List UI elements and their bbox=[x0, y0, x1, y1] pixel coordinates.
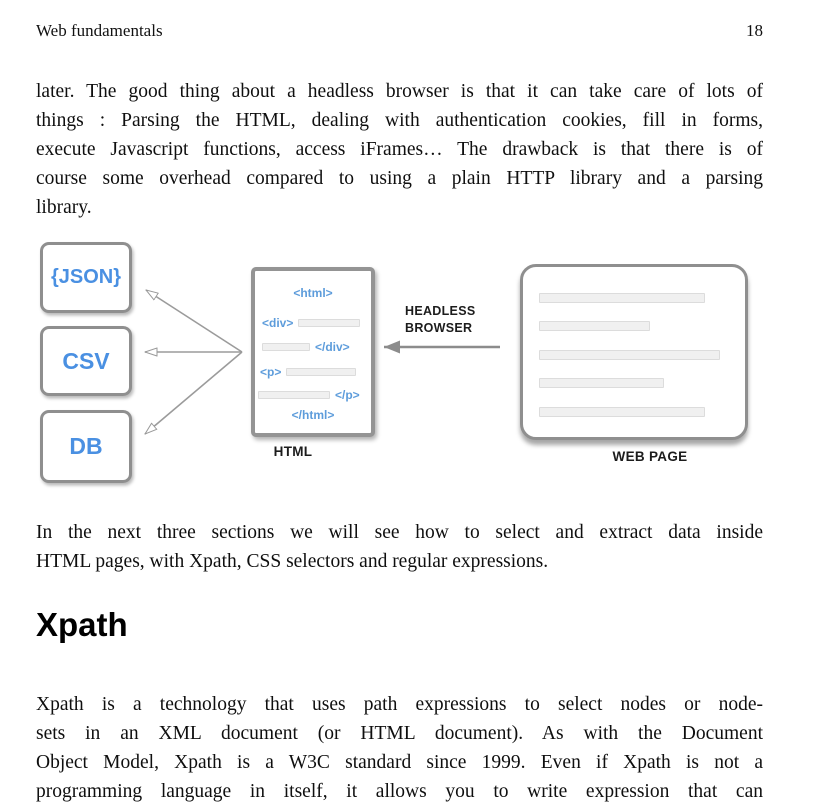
code-div-close: </div> bbox=[315, 340, 350, 354]
placeholder-bar bbox=[539, 293, 705, 303]
db-output-label: DB bbox=[69, 433, 103, 459]
section-heading-xpath: Xpath bbox=[36, 606, 128, 643]
text-line: later. The good thing about a headless browser is that it can take care of lots of bbox=[36, 81, 763, 102]
code-p-open-line bbox=[255, 366, 371, 378]
paragraph-next-sections bbox=[36, 518, 763, 576]
text-line: In the next three sections we will see how to select and extract data inside bbox=[36, 522, 763, 543]
running-header-title: Web fundamentals bbox=[36, 21, 163, 40]
page-number: 18 bbox=[746, 21, 763, 40]
placeholder-bar bbox=[262, 343, 310, 351]
code-html-close: </html> bbox=[291, 408, 335, 422]
fanout-arrow-db bbox=[145, 352, 242, 434]
code-html-open: <html> bbox=[293, 286, 333, 300]
code-p-close: </p> bbox=[335, 388, 360, 402]
text-line: sets in an XML document (or HTML document). As with the Document bbox=[36, 723, 763, 744]
text-line: things : Parsing the HTML, dealing with authentication cookies, fill in forms, bbox=[36, 110, 763, 131]
fanout-arrow-json bbox=[146, 290, 242, 352]
text-line: HTML pages, with Xpath, CSS selectors and regular expressions. bbox=[36, 551, 549, 572]
db-output-box bbox=[40, 410, 132, 483]
html-document-box bbox=[251, 267, 375, 437]
code-p-close-line bbox=[255, 389, 371, 401]
text-line: Xpath is a technology that uses path expressions to select nodes or node- bbox=[36, 694, 763, 715]
placeholder-bar bbox=[539, 407, 705, 417]
text-line: library. bbox=[36, 197, 92, 218]
headless-browser-label bbox=[405, 303, 475, 337]
placeholder-bar bbox=[286, 368, 356, 376]
text-line: execute Javascript functions, access iFrames… The drawback is that there is of bbox=[36, 139, 763, 160]
text-line: course some overhead compared to using a plain HTTP library and a parsing bbox=[36, 168, 763, 189]
placeholder-bar bbox=[539, 378, 664, 388]
text-line: programming language in itself, it allows you to write expression that can bbox=[36, 781, 763, 802]
json-output-box bbox=[40, 242, 132, 313]
placeholder-bar bbox=[298, 319, 360, 327]
running-header bbox=[36, 0, 763, 41]
headless-browser-diagram bbox=[36, 238, 763, 490]
web-page-box bbox=[520, 264, 748, 440]
headless-label-line1: HEADLESS bbox=[405, 304, 476, 318]
web-page-caption: WEB PAGE bbox=[612, 449, 688, 464]
html-box-caption: HTML bbox=[273, 444, 313, 459]
placeholder-bar bbox=[539, 321, 650, 331]
placeholder-bar bbox=[258, 391, 330, 399]
paragraph-xpath-intro bbox=[36, 690, 763, 806]
headless-label-line2: BROWSER bbox=[405, 321, 473, 335]
json-output-label: {JSON} bbox=[50, 266, 122, 288]
paragraph-headless-browser bbox=[36, 77, 763, 222]
code-p-open: <p> bbox=[260, 365, 282, 379]
csv-output-label: CSV bbox=[62, 347, 110, 374]
code-div-open-line bbox=[255, 317, 371, 329]
text-line: Object Model, Xpath is a W3C standard since 1999. Even if Xpath is not a bbox=[36, 752, 763, 773]
code-div-open: <div> bbox=[262, 316, 294, 330]
csv-output-box bbox=[40, 326, 132, 396]
code-div-close-line bbox=[255, 341, 371, 353]
placeholder-bar bbox=[539, 350, 720, 360]
